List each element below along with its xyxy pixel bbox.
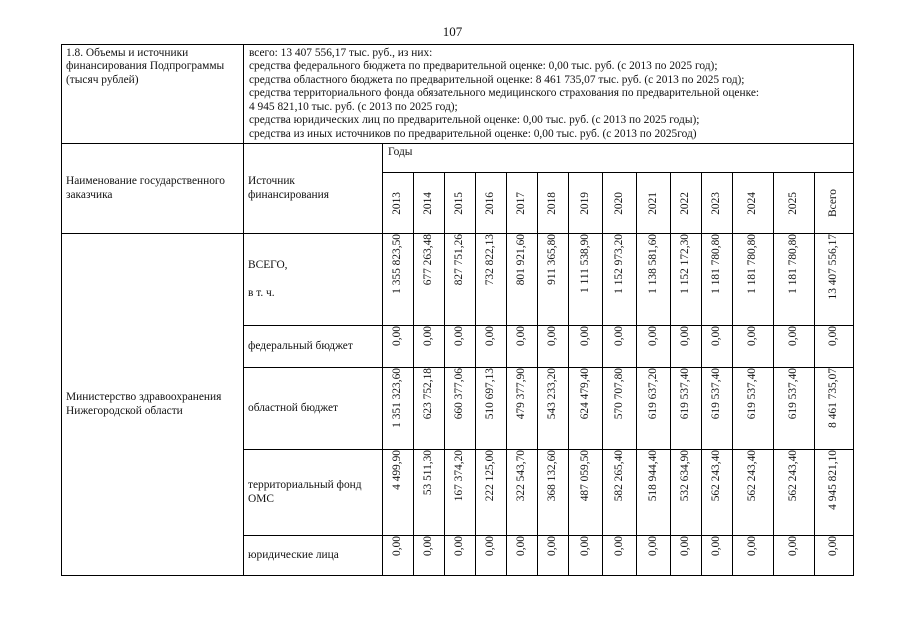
value-cell-text: 0,00	[710, 536, 723, 557]
year-header-text: 2022	[679, 191, 692, 215]
value-cell	[507, 368, 538, 450]
value-cell	[383, 234, 414, 326]
value-cell-text: 479 377,90	[515, 368, 528, 420]
year-header-text: 2019	[578, 191, 591, 215]
year-header-text: 2021	[646, 191, 659, 215]
value-cell	[414, 450, 445, 536]
value-cell-text: 1 152 172,30	[679, 234, 692, 294]
value-cell-text: 487 059,50	[578, 450, 591, 502]
value-cell-text: 167 374,20	[453, 450, 466, 502]
section-summary	[244, 45, 854, 144]
value-cell-text: 0,00	[546, 536, 559, 557]
year-header-text: 2016	[484, 191, 497, 215]
value-cell-text: 619 537,40	[787, 368, 800, 420]
value-cell	[603, 326, 637, 368]
source-header: Источник финансирования	[244, 144, 383, 234]
source-cell: федеральный бюджет	[244, 326, 383, 368]
value-cell-text: 0,00	[612, 536, 625, 557]
source-cell: областной бюджет	[244, 368, 383, 450]
value-cell-text: 1 351 323,60	[391, 368, 404, 428]
value-cell	[774, 234, 815, 326]
value-cell-text: 827 751,26	[453, 234, 466, 286]
value-cell	[538, 536, 569, 576]
value-cell-text: 562 243,40	[746, 450, 759, 502]
value-cell	[671, 326, 702, 368]
value-cell	[383, 368, 414, 450]
value-cell-text: 510 697,13	[484, 368, 497, 420]
value-cell	[507, 234, 538, 326]
value-cell	[569, 450, 603, 536]
value-cell-text: 13 407 556,17	[827, 234, 840, 300]
year-header	[774, 173, 815, 234]
year-header-text: Всего	[827, 189, 840, 218]
value-cell	[774, 536, 815, 576]
value-cell	[569, 234, 603, 326]
value-cell-text: 1 181 780,80	[787, 234, 800, 294]
year-header-text: 2024	[746, 191, 759, 215]
value-cell-text: 570 707,80	[612, 368, 625, 420]
value-cell	[538, 368, 569, 450]
source-cell	[244, 234, 383, 326]
year-header	[507, 173, 538, 234]
value-cell	[414, 368, 445, 450]
value-cell-text: 0,00	[746, 536, 759, 557]
value-cell-text: 0,00	[612, 326, 625, 347]
year-header	[476, 173, 507, 234]
value-cell	[702, 450, 733, 536]
value-cell	[476, 326, 507, 368]
value-cell-text: 322 543,70	[515, 450, 528, 502]
row-total	[62, 234, 854, 326]
value-cell	[815, 234, 854, 326]
value-cell-text: 543 233,20	[546, 368, 559, 420]
year-header	[538, 173, 569, 234]
year-header-text: 2023	[710, 191, 723, 215]
value-cell	[815, 368, 854, 450]
summary-line: средства юридических лиц по предварительной оценке: 0,00 тыс. руб. (с 2013 по 2025 годы);	[249, 114, 700, 127]
value-cell	[702, 326, 733, 368]
year-header	[383, 173, 414, 234]
value-cell-text: 619 537,40	[710, 368, 723, 420]
year-header	[733, 173, 774, 234]
value-cell	[538, 450, 569, 536]
value-cell-text: 0,00	[515, 326, 528, 347]
value-cell	[383, 536, 414, 576]
value-cell-text: 0,00	[827, 326, 840, 347]
value-cell	[476, 536, 507, 576]
value-cell-text: 0,00	[827, 536, 840, 557]
value-cell	[414, 326, 445, 368]
value-cell-text: 677 263,48	[422, 234, 435, 286]
value-cell-text: 0,00	[546, 326, 559, 347]
summary-line: средства территориального фонда обязательного медицинского страхования по предварительной оценке:	[249, 87, 760, 100]
value-cell	[383, 450, 414, 536]
value-cell	[603, 450, 637, 536]
year-header	[671, 173, 702, 234]
year-header	[569, 173, 603, 234]
value-cell-text: 0,00	[578, 536, 591, 557]
value-cell-text: 0,00	[787, 536, 800, 557]
year-header-text: 2018	[546, 191, 559, 215]
value-cell	[671, 536, 702, 576]
value-cell	[733, 450, 774, 536]
value-cell-text: 0,00	[787, 326, 800, 347]
value-cell	[637, 368, 671, 450]
value-cell-text: 0,00	[746, 326, 759, 347]
value-cell	[414, 234, 445, 326]
value-cell	[414, 536, 445, 576]
value-cell	[538, 234, 569, 326]
value-cell-text: 532 634,90	[679, 450, 692, 502]
value-cell-text: 0,00	[646, 536, 659, 557]
value-cell	[671, 368, 702, 450]
year-header	[603, 173, 637, 234]
value-cell	[476, 450, 507, 536]
year-header-text: 2014	[422, 191, 435, 215]
value-cell-text: 8 461 735,07	[827, 368, 840, 428]
value-cell	[507, 450, 538, 536]
value-cell-text: 222 125,00	[484, 450, 497, 502]
summary-line: 4 945 821,10 тыс. руб. (с 2013 по 2025 год);	[249, 100, 458, 113]
value-cell	[671, 234, 702, 326]
value-cell-text: 582 265,40	[612, 450, 625, 502]
value-cell-text: 368 132,60	[546, 450, 559, 502]
value-cell	[538, 326, 569, 368]
value-cell	[445, 450, 476, 536]
value-cell	[815, 450, 854, 536]
year-header-text: 2015	[453, 191, 466, 215]
value-cell	[671, 450, 702, 536]
value-cell	[383, 326, 414, 368]
value-cell	[637, 536, 671, 576]
year-header-text: 2020	[612, 191, 625, 215]
customer-header: Наименование государственного заказчика	[62, 144, 244, 234]
year-header-text: 2013	[391, 191, 404, 215]
year-header	[445, 173, 476, 234]
value-cell	[603, 536, 637, 576]
value-cell-text: 518 944,40	[646, 450, 659, 502]
value-cell-text: 660 377,06	[453, 368, 466, 420]
value-cell	[476, 234, 507, 326]
value-cell	[733, 326, 774, 368]
value-cell-text: 1 152 973,20	[612, 234, 625, 294]
value-cell-text: 0,00	[391, 326, 404, 347]
value-cell	[445, 368, 476, 450]
year-header	[815, 173, 854, 234]
value-cell-text: 562 243,40	[787, 450, 800, 502]
value-cell	[507, 326, 538, 368]
value-cell	[569, 368, 603, 450]
source-cell: территориальный фонд ОМС	[244, 450, 383, 536]
value-cell-text: 623 752,18	[422, 368, 435, 420]
value-cell-text: 0,00	[453, 536, 466, 557]
value-cell	[702, 536, 733, 576]
years-header: Годы	[383, 144, 854, 173]
value-cell-text: 562 243,40	[710, 450, 723, 502]
value-cell-text: 0,00	[515, 536, 528, 557]
source-cell: юридические лица	[244, 536, 383, 576]
value-cell-text: 1 181 780,80	[746, 234, 759, 294]
summary-line: всего: 13 407 556,17 тыс. руб., из них:	[249, 47, 433, 59]
value-cell-text: 0,00	[422, 536, 435, 557]
value-cell-text: 801 921,60	[515, 234, 528, 286]
value-cell-text: 0,00	[484, 326, 497, 347]
value-cell-text: 619 537,40	[746, 368, 759, 420]
value-cell-text: 732 822,13	[484, 234, 497, 286]
value-cell	[733, 536, 774, 576]
year-header-text: 2017	[515, 191, 528, 215]
summary-line: средства из иных источников по предварительной оценке: 0,00 тыс. руб. (с 2013 по 2025год)	[249, 127, 697, 140]
section-label: 1.8. Объемы и источники финансирования Подпрограммы (тысяч рублей)	[62, 45, 244, 144]
source-sublabel: в т. ч.	[248, 286, 275, 299]
value-cell-text: 1 138 581,60	[646, 234, 659, 294]
value-cell-text: 1 355 823,50	[391, 234, 404, 294]
value-cell	[637, 234, 671, 326]
summary-line: средства областного бюджета по предварительной оценке: 8 461 735,07 тыс. руб. (с 2013 по 2025 год);	[249, 73, 745, 86]
value-cell	[702, 368, 733, 450]
value-cell	[733, 368, 774, 450]
value-cell-text: 624 479,40	[578, 368, 591, 420]
value-cell	[774, 368, 815, 450]
value-cell-text: 0,00	[679, 536, 692, 557]
year-header-text: 2025	[787, 191, 800, 215]
value-cell-text: 0,00	[391, 536, 404, 557]
year-header	[414, 173, 445, 234]
value-cell-text: 0,00	[578, 326, 591, 347]
value-cell	[603, 234, 637, 326]
value-cell-text: 0,00	[484, 536, 497, 557]
header-row-years	[62, 144, 854, 173]
value-cell-text: 0,00	[710, 326, 723, 347]
source-label: ВСЕГО,	[248, 259, 288, 272]
value-cell-text: 0,00	[453, 326, 466, 347]
customer-name: Министерство здравоохранения Нижегородской области	[62, 234, 244, 576]
value-cell-text: 53 511,30	[422, 450, 435, 496]
financing-table	[61, 44, 854, 576]
summary-line: средства федерального бюджета по предварительной оценке: 0,00 тыс. руб. (с 2013 по 2025 год);	[249, 60, 718, 73]
value-cell	[733, 234, 774, 326]
value-cell-text: 1 181 780,80	[710, 234, 723, 294]
year-header	[637, 173, 671, 234]
value-cell	[637, 450, 671, 536]
value-cell	[476, 368, 507, 450]
value-cell	[603, 368, 637, 450]
value-cell	[774, 450, 815, 536]
value-cell	[445, 234, 476, 326]
page-number: 107	[442, 24, 463, 39]
value-cell	[445, 536, 476, 576]
value-cell-text: 911 365,80	[546, 234, 559, 286]
value-cell	[569, 536, 603, 576]
value-cell-text: 0,00	[422, 326, 435, 347]
value-cell	[815, 326, 854, 368]
year-header	[702, 173, 733, 234]
value-cell-text: 0,00	[679, 326, 692, 347]
value-cell-text: 4 499,90	[391, 450, 404, 491]
value-cell-text: 4 945 821,10	[827, 450, 840, 510]
value-cell	[569, 326, 603, 368]
value-cell-text: 0,00	[646, 326, 659, 347]
value-cell-text: 619 537,40	[679, 368, 692, 420]
value-cell	[637, 326, 671, 368]
value-cell-text: 619 637,20	[646, 368, 659, 420]
summary-row	[62, 45, 854, 144]
value-cell	[507, 536, 538, 576]
value-cell	[815, 536, 854, 576]
value-cell-text: 1 111 538,90	[578, 234, 591, 294]
value-cell	[702, 234, 733, 326]
value-cell	[774, 326, 815, 368]
value-cell	[445, 326, 476, 368]
